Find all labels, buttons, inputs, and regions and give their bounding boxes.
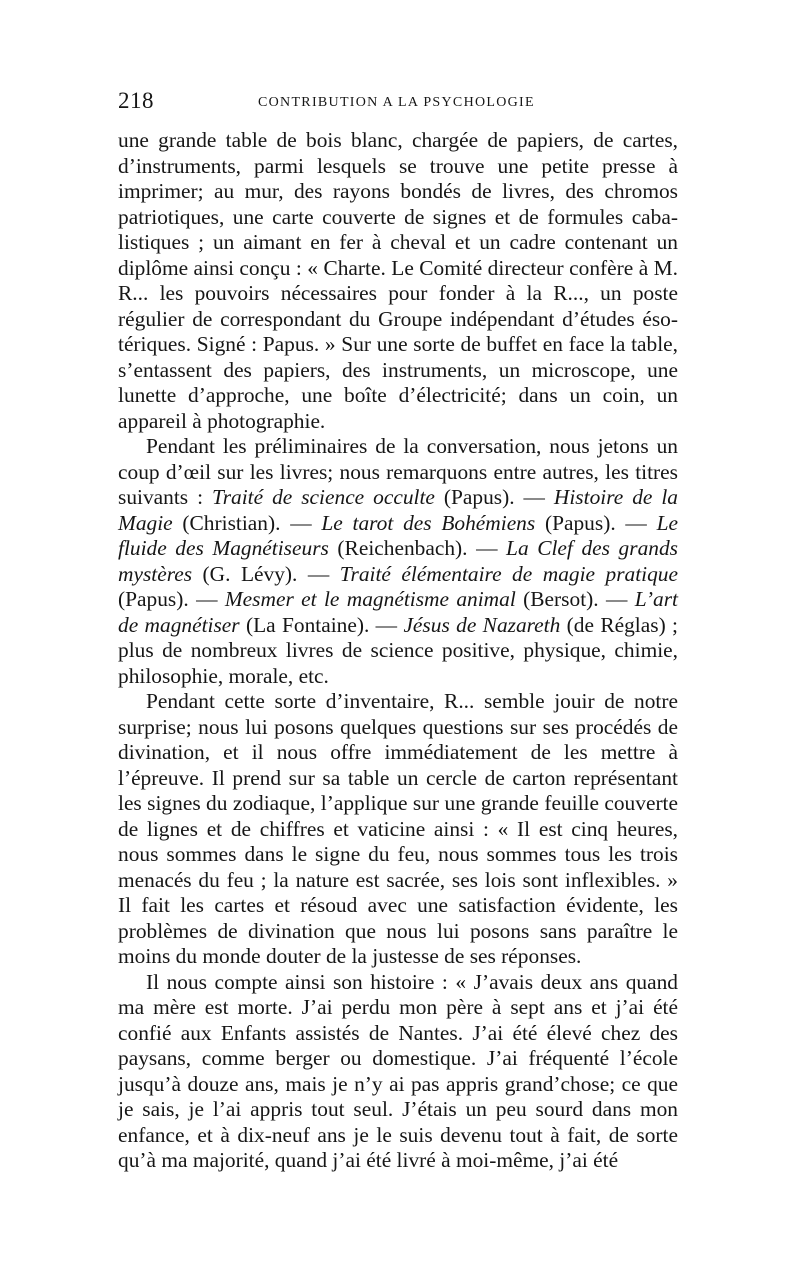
paragraph [118, 689, 678, 970]
text-run: (de Réglas) ; plus de nombreux livres de science positive, physique, chimie, philosophie, morale, etc. [118, 612, 678, 688]
text-run: (La Fontaine). — [239, 612, 404, 637]
book-title: Traité élémentaire de magie pratique [339, 561, 678, 586]
text-run: (G. Lévy). — [192, 561, 340, 586]
text-run: Il nous compte ainsi son histoire : « J’avais deux ans quand ma mère est morte. J’ai perdu mon père à sept ans et j’ai été confié aux Enfants assistés de Nantes. J’ai été élevé chez des paysans, comme berger ou domestique. J’ai fréquenté l’école jusqu’à douze ans, mais je n’y ai pas appris grand’chose; ce que je sais, je l’ai appris tout seul. J’étais un peu sourd dans mon enfance, et à dix-neuf ans je le suis devenu tout à fait, de sorte qu’à ma majorité, quand j’ai été livré à moi-même, j’ai été [118, 969, 678, 1172]
page-header [118, 88, 678, 128]
text-run: (Christian). — [172, 510, 322, 535]
book-title: La Clef des grands mystères [118, 536, 678, 586]
text-run: une grande table de bois blanc, chargée de papiers, de cartes, d’instruments, parmi lesquels se trouve une petite presse à imprimer; au mur, des rayons bondés de livres, des chromos patriotiques, une carte couverte de signes et de formules cabalistiques ; un aimant en fer à cheval et un cadre contenant un diplôme ainsi conçu : « Charte. Le Comité directeur confère à M. R... les pouvoirs nécessaires pour fonder à la R..., un poste régulier de correspondant du Groupe indépendant d’études ésotériques. Signé : Papus. » Sur une sorte de buffet en face la table, s’entassent des papiers, des instruments, un microscope, une lunette d’approche, une boîte d’électricité; dans un coin, un appareil à photographie. [118, 128, 678, 433]
paragraph [118, 128, 678, 434]
book-title: Le fluide des Magnétiseurs [118, 510, 678, 560]
book-title: Jésus de Nazareth [403, 612, 561, 637]
paragraph [118, 970, 678, 1174]
paragraph [118, 434, 678, 689]
running-head: CONTRIBUTION A LA PSYCHOLOGIE [258, 95, 535, 110]
text-run: (Bersot). — [515, 587, 635, 611]
book-title: Mesmer et le magnétisme animal [224, 587, 516, 611]
book-title: Le tarot des Bohémiens [321, 510, 536, 535]
book-title: Histoire de la Magie [118, 485, 678, 535]
book-title: Traité de science occulte [212, 485, 435, 509]
text-run: Pendant cette sorte d’inventaire, R... semble jouir de notre surprise; nous lui posons quelques questions sur ses procédés de divination, et il nous offre immédiatement de les mettre à l’épreuve. Il prend sur sa table un cercle de carton représentant les signes du zodiaque, l’applique sur une grande feuille couverte de lignes et de chiffres et vaticine ainsi : « Il est cinq heures, nous sommes dans le signe du feu, nous sommes tous les trois menacés du feu ; la nature est sacrée, ses lois sont inflexibles. » Il fait les cartes et résoud avec une satisfaction évidente, les problèmes de divination que nous lui posons sans paraître le moins du monde douter de la justesse de ses réponses. [118, 689, 678, 968]
text-run: (Papus). — [535, 510, 657, 535]
book-page [118, 88, 678, 1174]
text-run: (Papus). — [118, 587, 225, 611]
text-run: (Papus). — [434, 485, 554, 509]
body-text [118, 128, 678, 1174]
text-run: (Reichenbach). — [328, 536, 507, 560]
text-run: Pendant les préliminaires de la conversation, nous jetons un coup d’œil sur les livres; nous remarquons entre autres, les titres suivants : [118, 434, 678, 509]
book-title: L’art de magnétiser [118, 587, 678, 637]
page-number: 218 [118, 88, 154, 113]
